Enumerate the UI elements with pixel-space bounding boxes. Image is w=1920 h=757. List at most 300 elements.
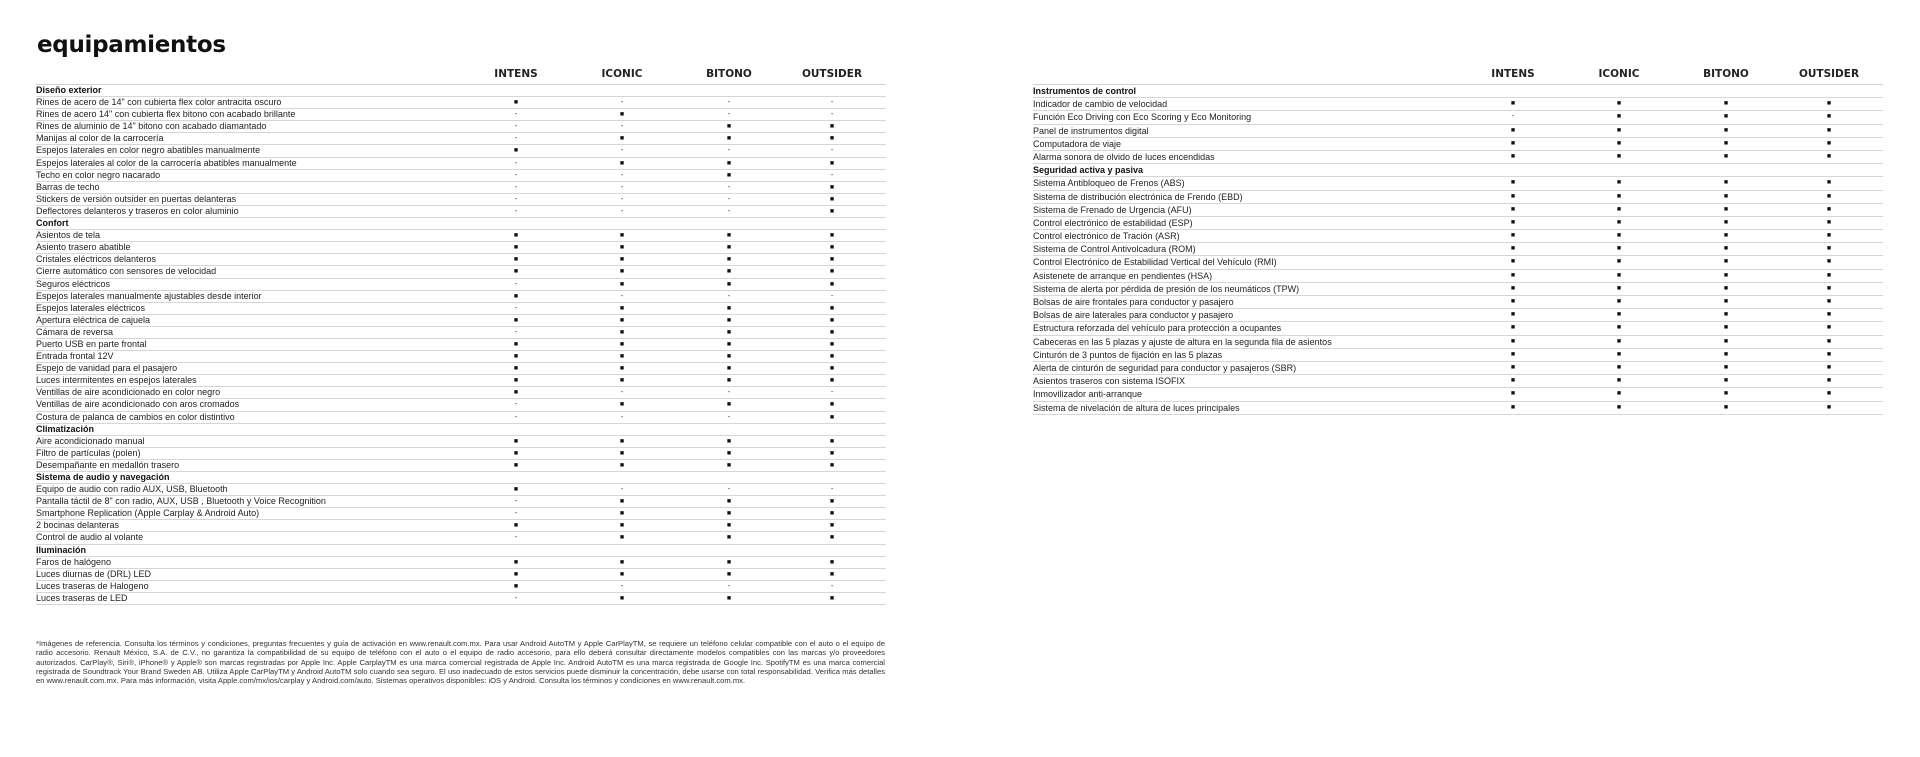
availability-outsider: ■	[829, 353, 835, 361]
availability-outsider: ■	[829, 558, 835, 566]
availability-outsider: ■	[1826, 271, 1832, 279]
availability-intens: -	[514, 195, 518, 203]
availability-iconic: ■	[619, 377, 625, 385]
table-row	[1033, 177, 1883, 190]
table-row	[36, 194, 886, 206]
availability-outsider: ■	[829, 280, 835, 288]
table-row	[1033, 230, 1883, 243]
availability-outsider: -	[830, 486, 834, 494]
table-row	[36, 387, 886, 399]
table-row	[1033, 375, 1883, 388]
availability-bitono: ■	[726, 159, 732, 167]
feature-label: Bolsas de aire frontales para conductor y pasajero	[1033, 297, 1234, 307]
availability-intens: ■	[513, 558, 519, 566]
right-table-rows	[1033, 84, 1883, 415]
availability-iconic: ■	[619, 111, 625, 119]
availability-iconic: ■	[619, 353, 625, 361]
feature-label: Sistema de alerta por pérdida de presión de los neumáticos (TPW)	[1033, 283, 1300, 294]
feature-label: Sistema de Frenado de Urgencia (AFU)	[1033, 204, 1192, 215]
availability-outsider: ■	[1826, 284, 1832, 292]
availability-intens: ■	[513, 256, 519, 264]
availability-bitono: ■	[1723, 337, 1729, 345]
availability-bitono: ■	[1723, 218, 1729, 226]
table-row	[36, 484, 886, 496]
feature-label: Pantalla táctil de 8" con radio, AUX, USB , Bluetooth y Voice Recognition	[36, 496, 326, 507]
availability-iconic: -	[620, 99, 624, 107]
availability-bitono: ■	[1723, 311, 1729, 319]
feature-label: Alerta de cinturón de seguridad para conductor y pasajeros (SBR)	[1033, 362, 1297, 373]
availability-intens: ■	[513, 449, 519, 457]
section-header-row	[36, 218, 886, 230]
availability-iconic: ■	[619, 401, 625, 409]
availability-bitono: ■	[726, 353, 732, 361]
availability-intens: -	[514, 123, 518, 131]
feature-label: Rines de acero de 14" con cubierta flex color antracita oscuro	[36, 97, 282, 108]
availability-intens: ■	[513, 292, 519, 300]
feature-label: Alarma sonora de olvido de luces encendidas	[1033, 151, 1215, 162]
feature-label: Sistema de Control Antivolcadura (ROM)	[1033, 244, 1196, 255]
availability-outsider: ■	[829, 135, 835, 143]
availability-bitono: ■	[726, 498, 732, 506]
feature-label: Control electrónico de estabilidad (ESP)	[1033, 217, 1193, 228]
availability-bitono: ■	[1723, 298, 1729, 305]
availability-bitono: -	[727, 147, 731, 155]
left-equipment-table	[36, 68, 886, 605]
availability-iconic: ■	[1616, 311, 1622, 319]
feature-label: Faros de halógeno	[36, 556, 112, 567]
availability-iconic: ■	[1616, 126, 1622, 134]
availability-iconic: ■	[1616, 337, 1622, 345]
availability-iconic: ■	[619, 340, 625, 348]
availability-bitono: ■	[1723, 350, 1729, 358]
availability-iconic: ■	[1616, 271, 1622, 279]
section-header-row	[36, 85, 886, 97]
availability-iconic: ■	[1616, 284, 1622, 292]
left-table-rows	[36, 84, 886, 605]
availability-bitono: ■	[1723, 271, 1729, 279]
availability-intens: ■	[1510, 100, 1516, 108]
column-header-outsider: OUTSIDER	[801, 68, 863, 80]
table-row	[1033, 283, 1883, 296]
availability-intens: ■	[1510, 284, 1516, 292]
availability-bitono: ■	[1723, 363, 1729, 371]
availability-intens: ■	[513, 99, 519, 107]
feature-label: Aire acondicionado manual	[36, 435, 145, 446]
table-row	[36, 242, 886, 254]
availability-iconic: ■	[1616, 232, 1622, 240]
availability-outsider: ■	[829, 534, 835, 542]
availability-bitono: -	[727, 207, 731, 215]
availability-bitono: ■	[726, 135, 732, 143]
table-row	[1033, 256, 1883, 269]
availability-intens: ■	[1510, 337, 1516, 345]
feature-label: Computadora de viaje	[1033, 138, 1122, 149]
availability-intens: ■	[513, 522, 519, 530]
availability-outsider: ■	[1826, 192, 1832, 200]
availability-iconic: ■	[619, 232, 625, 240]
table-row	[36, 339, 886, 351]
availability-outsider: ■	[829, 365, 835, 373]
availability-outsider: -	[830, 389, 834, 397]
column-header-intens: INTENS	[494, 68, 538, 80]
table-row	[1033, 98, 1883, 111]
availability-intens: ■	[513, 353, 519, 361]
table-row	[36, 291, 886, 303]
feature-label: Espejos laterales al color de la carrocería abatibles manualmente	[36, 157, 297, 168]
table-row	[36, 448, 886, 460]
availability-iconic: ■	[1616, 100, 1622, 108]
availability-intens: -	[514, 135, 518, 143]
availability-bitono: -	[727, 195, 731, 203]
availability-outsider: ■	[829, 570, 835, 578]
feature-label: 2 bocinas delanteras	[36, 520, 120, 531]
table-row	[36, 182, 886, 194]
table-row	[1033, 296, 1883, 309]
table-row	[36, 158, 886, 170]
column-header-intens: INTENS	[1491, 68, 1535, 80]
availability-iconic: -	[620, 123, 624, 131]
availability-iconic: ■	[619, 159, 625, 167]
table-row	[36, 121, 886, 133]
availability-intens: -	[1511, 113, 1515, 121]
feature-label: Indicador de cambio de velocidad	[1033, 99, 1168, 110]
availability-iconic: ■	[1616, 179, 1622, 187]
availability-outsider: ■	[1826, 113, 1832, 121]
availability-outsider: ■	[829, 207, 835, 215]
availability-intens: ■	[1510, 271, 1516, 279]
availability-intens: ■	[513, 244, 519, 252]
right-table-header	[1033, 68, 1883, 82]
availability-outsider: ■	[829, 195, 835, 203]
availability-iconic: ■	[1616, 324, 1622, 332]
availability-outsider: ■	[1826, 311, 1832, 319]
availability-intens: ■	[1510, 232, 1516, 240]
availability-outsider: ■	[829, 328, 835, 336]
table-row	[36, 508, 886, 520]
table-row	[1033, 125, 1883, 138]
availability-bitono: -	[727, 486, 731, 494]
availability-iconic: ■	[1616, 350, 1622, 358]
availability-outsider: ■	[829, 401, 835, 409]
availability-iconic: -	[620, 147, 624, 155]
table-row	[36, 133, 886, 145]
availability-intens: ■	[1510, 245, 1516, 253]
feature-label: Cierre automático con sensores de velocidad	[36, 266, 217, 277]
availability-iconic: ■	[619, 449, 625, 457]
availability-iconic: ■	[1616, 139, 1622, 147]
table-row	[1033, 111, 1883, 124]
feature-label: Manijas al color de la carrocería	[36, 133, 164, 144]
feature-label: Equipo de audio con radio AUX, USB, Bluetooth	[36, 484, 228, 495]
availability-iconic: ■	[619, 510, 625, 518]
feature-label: Asientos de tela	[36, 230, 101, 241]
availability-intens: -	[514, 171, 518, 179]
availability-outsider: ■	[1826, 218, 1832, 226]
availability-intens: ■	[513, 377, 519, 385]
availability-bitono: ■	[726, 280, 732, 288]
table-row	[36, 254, 886, 266]
availability-bitono: ■	[726, 328, 732, 336]
availability-intens: ■	[1510, 311, 1516, 319]
feature-label: Sistema Antibloqueo de Frenos (ABS)	[1033, 178, 1185, 189]
availability-bitono: ■	[1723, 126, 1729, 134]
table-row	[1033, 270, 1883, 283]
availability-intens: ■	[1510, 298, 1516, 305]
availability-intens: ■	[513, 232, 519, 240]
availability-iconic: ■	[619, 328, 625, 336]
feature-label: Rines de acero 14" con cubierta flex bitono con acabado brillante	[36, 109, 296, 120]
availability-outsider: ■	[829, 244, 835, 252]
availability-bitono: ■	[726, 256, 732, 264]
table-row	[1033, 151, 1883, 164]
availability-iconic: -	[620, 413, 624, 421]
section-title: Confort	[36, 218, 69, 229]
table-row	[1033, 336, 1883, 349]
feature-label: Luces diurnas de (DRL) LED	[36, 568, 152, 579]
availability-bitono: ■	[726, 365, 732, 373]
availability-intens: ■	[1510, 152, 1516, 160]
availability-outsider: ■	[829, 304, 835, 312]
availability-bitono: -	[727, 389, 731, 397]
table-row	[36, 327, 886, 339]
availability-iconic: ■	[619, 135, 625, 143]
availability-bitono: ■	[1723, 324, 1729, 332]
availability-outsider: ■	[829, 461, 835, 469]
section-title: Seguridad activa y pasiva	[1033, 165, 1144, 176]
availability-bitono: ■	[1723, 284, 1729, 292]
availability-bitono: ■	[726, 304, 732, 312]
table-row	[1033, 217, 1883, 230]
feature-label: Luces intermitentes en espejos laterales	[36, 375, 197, 386]
availability-intens: ■	[1510, 377, 1516, 385]
left-table-header	[36, 68, 886, 82]
section-header-row	[36, 424, 886, 436]
feature-label: Cinturón de 3 puntos de fijación en las 5 plazas	[1033, 349, 1223, 360]
table-row	[36, 230, 886, 242]
availability-outsider: ■	[1826, 298, 1832, 305]
availability-outsider: ■	[1826, 232, 1832, 240]
feature-label: Control de audio al volante	[36, 532, 144, 543]
table-row	[36, 315, 886, 327]
table-row	[36, 496, 886, 508]
availability-outsider: ■	[1826, 390, 1832, 398]
table-row	[1033, 362, 1883, 375]
availability-bitono: -	[727, 111, 731, 119]
availability-outsider: ■	[1826, 245, 1832, 253]
feature-label: Barras de techo	[36, 181, 100, 192]
feature-label: Ventillas de aire acondicionado en color negro	[36, 387, 221, 398]
feature-label: Asistenete de arranque en pendientes (HSA)	[1033, 270, 1213, 281]
availability-iconic: ■	[619, 268, 625, 276]
availability-intens: ■	[513, 437, 519, 445]
availability-iconic: ■	[619, 498, 625, 506]
feature-label: Ventillas de aire acondicionado con aros cromados	[36, 399, 240, 410]
availability-outsider: ■	[829, 159, 835, 167]
section-header-row	[1033, 85, 1883, 98]
availability-bitono: -	[727, 99, 731, 107]
section-title: Instrumentos de control	[1033, 86, 1137, 96]
availability-iconic: ■	[619, 534, 625, 542]
feature-label: Control Electrónico de Estabilidad Vertical del Vehículo (RMI)	[1033, 257, 1277, 268]
table-row	[36, 375, 886, 387]
availability-bitono: ■	[726, 401, 732, 409]
feature-label: Stickers de versión outsider en puertas delanteras	[36, 193, 237, 204]
availability-intens: ■	[513, 316, 519, 324]
availability-iconic: -	[620, 183, 624, 191]
availability-bitono: -	[727, 413, 731, 421]
availability-intens: ■	[1510, 179, 1516, 187]
availability-outsider: ■	[1826, 377, 1832, 385]
availability-bitono: ■	[1723, 100, 1729, 108]
availability-intens: ■	[513, 340, 519, 348]
availability-iconic: ■	[619, 570, 625, 578]
availability-intens: ■	[1510, 324, 1516, 332]
availability-bitono: ■	[1723, 403, 1729, 411]
availability-intens: ■	[1510, 403, 1516, 411]
availability-iconic: ■	[1616, 390, 1622, 398]
availability-intens: -	[514, 594, 518, 602]
table-row	[36, 170, 886, 182]
availability-bitono: ■	[726, 123, 732, 131]
availability-outsider: ■	[1826, 363, 1832, 371]
availability-outsider: ■	[1826, 179, 1832, 187]
availability-outsider: -	[830, 582, 834, 590]
availability-bitono: ■	[1723, 205, 1729, 213]
availability-outsider: ■	[829, 232, 835, 240]
table-row	[1033, 349, 1883, 362]
availability-bitono: ■	[726, 437, 732, 445]
availability-intens: ■	[513, 570, 519, 578]
column-header-iconic: ICONIC	[601, 68, 643, 80]
availability-intens: -	[514, 328, 518, 336]
availability-iconic: ■	[1616, 403, 1622, 411]
table-row	[1033, 204, 1883, 217]
availability-outsider: ■	[829, 316, 835, 324]
feature-label: Entrada frontal 12V	[36, 351, 114, 362]
table-row	[36, 581, 886, 593]
availability-iconic: -	[620, 389, 624, 397]
availability-intens: -	[514, 413, 518, 421]
table-row	[1033, 138, 1883, 151]
availability-bitono: ■	[1723, 245, 1729, 253]
availability-bitono: -	[727, 292, 731, 300]
feature-label: Control electrónico de Tración (ASR)	[1033, 231, 1180, 242]
availability-intens: -	[514, 510, 518, 518]
availability-intens: -	[514, 498, 518, 506]
table-row	[36, 520, 886, 532]
availability-outsider: ■	[1826, 126, 1832, 134]
availability-outsider: ■	[1826, 258, 1832, 266]
availability-outsider: ■	[1826, 337, 1832, 345]
section-header-row	[36, 545, 886, 557]
availability-outsider: ■	[1826, 100, 1832, 108]
feature-label: Puerto USB en parte frontal	[36, 338, 147, 349]
availability-intens: ■	[1510, 363, 1516, 371]
availability-bitono: ■	[1723, 192, 1729, 200]
availability-iconic: ■	[1616, 377, 1622, 385]
feature-label: Luces traseras de Halogeno	[36, 580, 149, 591]
availability-outsider: ■	[829, 510, 835, 518]
availability-intens: -	[514, 207, 518, 215]
feature-label: Filtro de partículas (polen)	[36, 447, 141, 458]
availability-iconic: ■	[619, 280, 625, 288]
feature-label: Espejos laterales eléctricos	[36, 302, 146, 313]
section-title: Sistema de audio y navegación	[36, 472, 170, 482]
availability-bitono: ■	[726, 449, 732, 457]
availability-bitono: -	[727, 582, 731, 590]
availability-iconic: ■	[619, 461, 625, 469]
availability-outsider: ■	[829, 594, 835, 602]
availability-intens: ■	[513, 389, 519, 397]
availability-bitono: ■	[726, 570, 732, 578]
feature-label: Cristales eléctricos delanteros	[36, 254, 157, 265]
table-row	[36, 109, 886, 121]
availability-bitono: ■	[1723, 377, 1729, 385]
availability-outsider: ■	[829, 268, 835, 276]
column-header-iconic: ICONIC	[1598, 68, 1640, 80]
column-header-bitono: BITONO	[1703, 68, 1749, 80]
availability-intens: ■	[1510, 139, 1516, 147]
table-row	[1033, 388, 1883, 401]
availability-iconic: ■	[1616, 363, 1622, 371]
availability-bitono: ■	[1723, 179, 1729, 187]
feature-label: Techo en color negro nacarado	[36, 169, 161, 180]
availability-outsider: -	[830, 292, 834, 300]
availability-bitono: ■	[726, 268, 732, 276]
table-row	[36, 460, 886, 472]
availability-bitono: ■	[1723, 139, 1729, 147]
feature-label: Sistema de distribución electrónica de Frendo (EBD)	[1033, 191, 1243, 202]
availability-bitono: ■	[726, 244, 732, 252]
availability-bitono: ■	[726, 171, 732, 179]
availability-outsider: ■	[829, 437, 835, 445]
availability-outsider: ■	[829, 256, 835, 264]
availability-outsider: ■	[1826, 403, 1832, 411]
availability-intens: ■	[1510, 218, 1516, 226]
column-header-outsider: OUTSIDER	[1798, 68, 1860, 80]
availability-bitono: ■	[726, 522, 732, 530]
section-title: Iluminación	[36, 544, 87, 555]
availability-outsider: -	[830, 171, 834, 179]
availability-bitono: ■	[726, 461, 732, 469]
table-row	[36, 351, 886, 363]
feature-label: Rines de aluminio de 14" bitono con acabado diamantado	[36, 121, 267, 132]
feature-label: Panel de instrumentos digital	[1033, 125, 1149, 136]
availability-iconic: ■	[1616, 152, 1622, 160]
availability-bitono: ■	[726, 534, 732, 542]
availability-bitono: ■	[726, 510, 732, 518]
availability-outsider: ■	[1826, 152, 1832, 160]
availability-outsider: ■	[829, 183, 835, 191]
availability-iconic: -	[620, 292, 624, 300]
availability-intens: -	[514, 159, 518, 167]
availability-intens: -	[514, 280, 518, 288]
table-row	[36, 532, 886, 544]
availability-bitono: ■	[726, 316, 732, 324]
availability-outsider: ■	[1826, 139, 1832, 147]
section-header-row	[1033, 164, 1883, 177]
availability-intens: ■	[513, 582, 519, 590]
feature-label: Smartphone Replication (Apple Carplay & Android Auto)	[36, 508, 260, 519]
availability-intens: ■	[1510, 350, 1516, 358]
table-row	[36, 399, 886, 411]
availability-bitono: ■	[726, 232, 732, 240]
section-title: Climatización	[36, 423, 95, 434]
availability-intens: -	[514, 534, 518, 542]
availability-outsider: ■	[829, 449, 835, 457]
feature-label: Estructura reforzada del vehículo para protección a ocupantes	[1033, 323, 1282, 334]
availability-intens: ■	[1510, 192, 1516, 200]
